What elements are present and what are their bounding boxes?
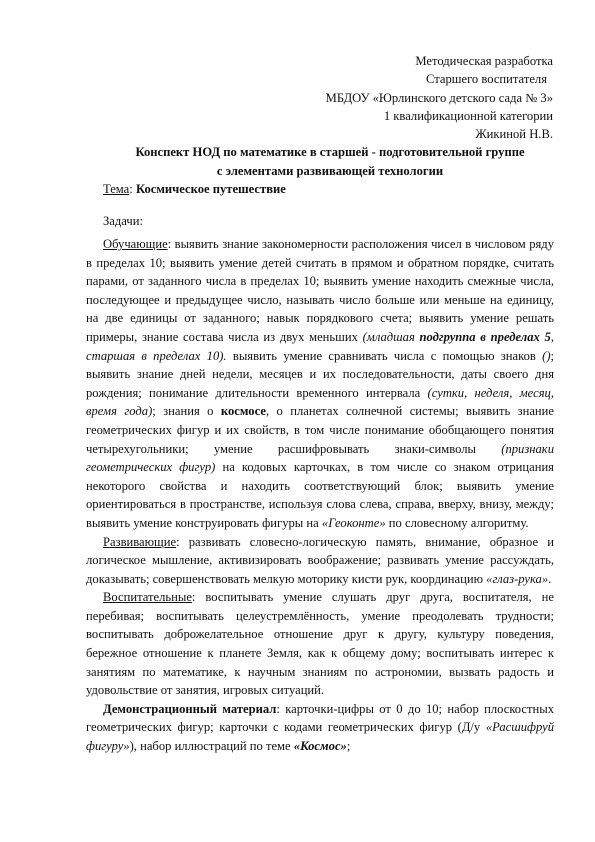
text-italic: «глаз-рука» bbox=[486, 571, 549, 586]
text-italic: «Геоконте» bbox=[321, 515, 386, 530]
text: , о планетах солнечной системы; выявить знание геометрических фигур и их свойств, в том числе понимание обобщающего понятия четырехугольники; умение расшифровывать знаки-символы bbox=[86, 404, 554, 456]
document-title bbox=[80, 143, 580, 180]
text: ; знания о bbox=[152, 404, 221, 419]
text: : выявить знание закономерности расположения чисел в числовом ряду в пределах 10; выявить умение детей считать в прямом и обратном порядке, считать парами, от заданного числа в пределах 10; выявить умение находить смежные числа, последующее и предыдущее число, называть число больше или меньше на единицу, на две единицы от заданного; навык порядкового счета; выявить умение решать примеры, знание состава числа из двух меньших bbox=[86, 237, 554, 344]
author-header bbox=[326, 52, 553, 143]
title-line: с элементами развивающей технологии bbox=[216, 163, 444, 178]
header-line: 1 квалификационной категории bbox=[383, 108, 553, 123]
text-italic: «Расшифруй фигуру» bbox=[86, 720, 554, 754]
header-line: МБДОУ «Юрлинского детского сада № 3» bbox=[325, 90, 553, 105]
theme-label: Тема bbox=[103, 182, 130, 196]
text: на кодовых карточках, в том числе со знаком отрицания некоторого свойства и находить соответствующий блок; выявить умение ориентироваться в пространстве, используя слова слева, справа, вверху, внизу, между; выявить умение конструировать фигуры на bbox=[86, 460, 554, 530]
header-line: Жикиной Н.В. bbox=[475, 127, 553, 142]
upbringing-paragraph bbox=[86, 588, 554, 700]
text: : карточки-цифры от 0 до 10; набор плоскостных геометрических фигур; карточки с кодами геометрических фигур (Д/у bbox=[86, 701, 554, 735]
developmental-label: Развивающие bbox=[103, 534, 177, 549]
theme-separator: : bbox=[129, 182, 133, 196]
tasks-heading: Задачи: bbox=[103, 214, 143, 228]
text-bold: космосе bbox=[220, 404, 266, 419]
header-line: Старшего воспитателя bbox=[426, 72, 547, 87]
text-italic: (признаки геометрических фигур) bbox=[86, 441, 554, 475]
text-italic: , старшая в пределах 10). bbox=[86, 329, 554, 363]
header-line: Методическая разработка bbox=[415, 54, 553, 68]
theme-line bbox=[103, 180, 286, 199]
text-italic: () bbox=[542, 348, 551, 363]
text-bold-italic: подгруппа в пределах 5 bbox=[419, 329, 551, 344]
title-line: Конспект НОД по математике в старшей - подготовительной группе bbox=[135, 145, 525, 159]
text: : воспитывать умение слушать друг друга, воспитателя, не перебивая; воспитывать целеустремлённость, умение преодолевать трудности; воспитывать доброжелательное отношение друг к другу, культуру поведения, бережное отношение к планете Земля, как к общему дому; воспитывать интерес к занятиям по математике, к научным знаниям по астрономии, вызвать радость и удовольствие от занятия, игровых ситуаций. bbox=[86, 590, 554, 698]
text: по словесному алгоритму. bbox=[385, 515, 529, 530]
theme-value: Космическое путешествие bbox=[135, 182, 286, 196]
upbringing-label: Воспитательные bbox=[103, 590, 192, 605]
text: выявить умение сравнивать числа с помощью знаков bbox=[226, 348, 543, 363]
document-body bbox=[86, 235, 554, 756]
text: . bbox=[548, 571, 552, 586]
text: ), набор иллюстраций по теме bbox=[129, 739, 294, 754]
text: ; выявить знание дней недели, месяцев и их последовательности, даты своего дня рождения; понимание длительности временного интервала bbox=[86, 348, 555, 400]
developmental-paragraph bbox=[86, 533, 554, 589]
demo-material-paragraph bbox=[86, 700, 554, 756]
text-italic: (младшая bbox=[362, 329, 420, 344]
educational-label: Обучающие bbox=[103, 237, 168, 251]
text: ; bbox=[346, 739, 351, 754]
text-bold-italic: «Космос» bbox=[293, 739, 347, 754]
text: : развивать словесно-логическую память, внимание, образное и логическое мышление, активизировать воображение; развивать умение рассуждать, доказывать; совершенствовать мелкую моторику кисти рук, координацию bbox=[86, 534, 554, 586]
educational-paragraph bbox=[86, 235, 554, 533]
demo-material-label: Демонстрационный материал bbox=[103, 701, 277, 716]
text-italic: (сутки, неделя, месяц, время года) bbox=[86, 385, 554, 419]
